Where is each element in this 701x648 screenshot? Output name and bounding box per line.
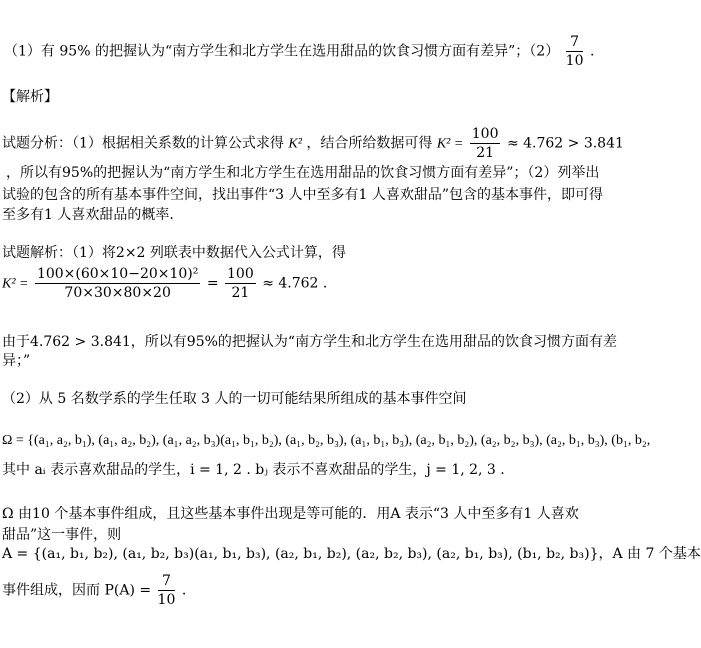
probability-line: [2, 572, 186, 609]
analysis-header: 【解析】: [2, 89, 58, 105]
answer-claim: “南方学生和北方学生在选用甜品的饮食习惯方面有差异”: [164, 43, 516, 60]
a-tail: ，A 由 7 个基本: [598, 546, 701, 562]
analysis-frac-den: 21: [476, 145, 495, 161]
answer-percent: 95%: [59, 43, 91, 60]
solution-line-5: （2）从 5 名数学系的学生任取 3 人的一切可能结果所组成的基本事件空间: [2, 391, 467, 407]
a-set-line: [2, 545, 701, 563]
analysis-frac-num: 100: [471, 126, 499, 142]
solution-big-den: 70×30×80×20: [64, 285, 171, 301]
solution-line-8: Ω 由10 个基本事件组成，且这些基本事件出现是等可能的．用A 表示“3 人中至多有1 人喜欢: [2, 506, 579, 522]
prob-prefix: 事件组成，因而 P(A) =: [2, 582, 152, 599]
answer-prob-numerator: 7: [566, 33, 584, 52]
omega-set: Ω = {(a₁, a₂, b₁), (a₁, a₂, b₂), (a₁, a₂, b₃)(a₁, b₁, b₂), (a₁, b₂, b₃), (a₁, b₁, b₃), (a₂, b₁, b₂), (a₂, b₂, b₃), (a₂, b₁, b₃), (b₁, b₂,: [2, 433, 651, 448]
answer-prob-denominator: 10: [565, 53, 584, 69]
solution-r-den: 21: [231, 285, 250, 301]
analysis-l1-prefix: 试题分析：（1）根据相关系数的计算公式求得: [2, 135, 284, 152]
answer-part2-label: ；（2）: [515, 43, 560, 60]
solution-line-4: 异；”: [2, 353, 31, 369]
solution-k2-lhs: K² =: [2, 276, 29, 292]
solution-r-num: 100: [227, 266, 254, 282]
answer-line: [4, 33, 594, 70]
analysis-line-4: 至多有1 人喜欢甜品的概率.: [2, 207, 174, 223]
analysis-line-3: 试验的包含的所有基本事件空间，找出事件“3 人中至多有1 人喜欢甜品”包含的基本事件，即可得: [2, 187, 604, 203]
analysis-line-2: ，所以有95%的把握认为“南方学生和北方学生在选用甜品的饮食习惯方面有差异”；（2）列举出: [6, 165, 600, 181]
answer-end: .: [589, 43, 595, 60]
prob-end: .: [181, 582, 187, 599]
answer-part1-mid: 的把握认为: [94, 43, 165, 60]
a-set: A = {(a₁, b₁, b₂), (a₁, b₂, b₃)(a₁, b₁, b₃), (a₂, b₁, b₂), (a₂, b₂, b₃), (a₂, b₁, b₃), (b₁, b₂, b₃)}: [2, 546, 599, 562]
prob-den: 10: [157, 592, 176, 608]
solution-line-1: 试题解析：（1）将2×2 列联表中数据代入公式计算，得: [2, 245, 346, 261]
solution-line-3: 由于4.762 > 3.841，所以有95%的把握认为“南方学生和北方学生在选用甜品的饮食习惯方面有差: [2, 334, 618, 350]
answer-part1-prefix: （1）有: [4, 43, 55, 60]
analysis-k2-eq: K² =: [436, 136, 464, 152]
answer-probability-fraction: [566, 33, 584, 70]
prob-num: 7: [158, 572, 176, 591]
solution-big-num: 100×(60×10−20×10)²: [36, 266, 199, 282]
analysis-fraction: [470, 125, 501, 162]
solution-eq: =: [206, 275, 219, 292]
solution-line-9: 甜品”这一事件，则: [2, 527, 122, 543]
analysis-l1-tail: ≈ 4.762 > 3.841: [506, 135, 624, 152]
prob-fraction: [158, 572, 176, 609]
solution-k2-formula: [2, 265, 327, 302]
analysis-line-1: [2, 125, 624, 162]
analysis-l1-mid: ，结合所给数据可得: [306, 135, 433, 152]
solution-result-fraction: [225, 265, 256, 302]
analysis-k2: K²: [288, 136, 302, 152]
solution-approx: ≈ 4.762 .: [262, 275, 328, 292]
solution-big-fraction: [35, 265, 200, 302]
solution-line-7: 其中 aᵢ 表示喜欢甜品的学生，i = 1, 2 . bⱼ 表示不喜欢甜品的学生，j = 1, 2, 3 .: [2, 462, 505, 478]
